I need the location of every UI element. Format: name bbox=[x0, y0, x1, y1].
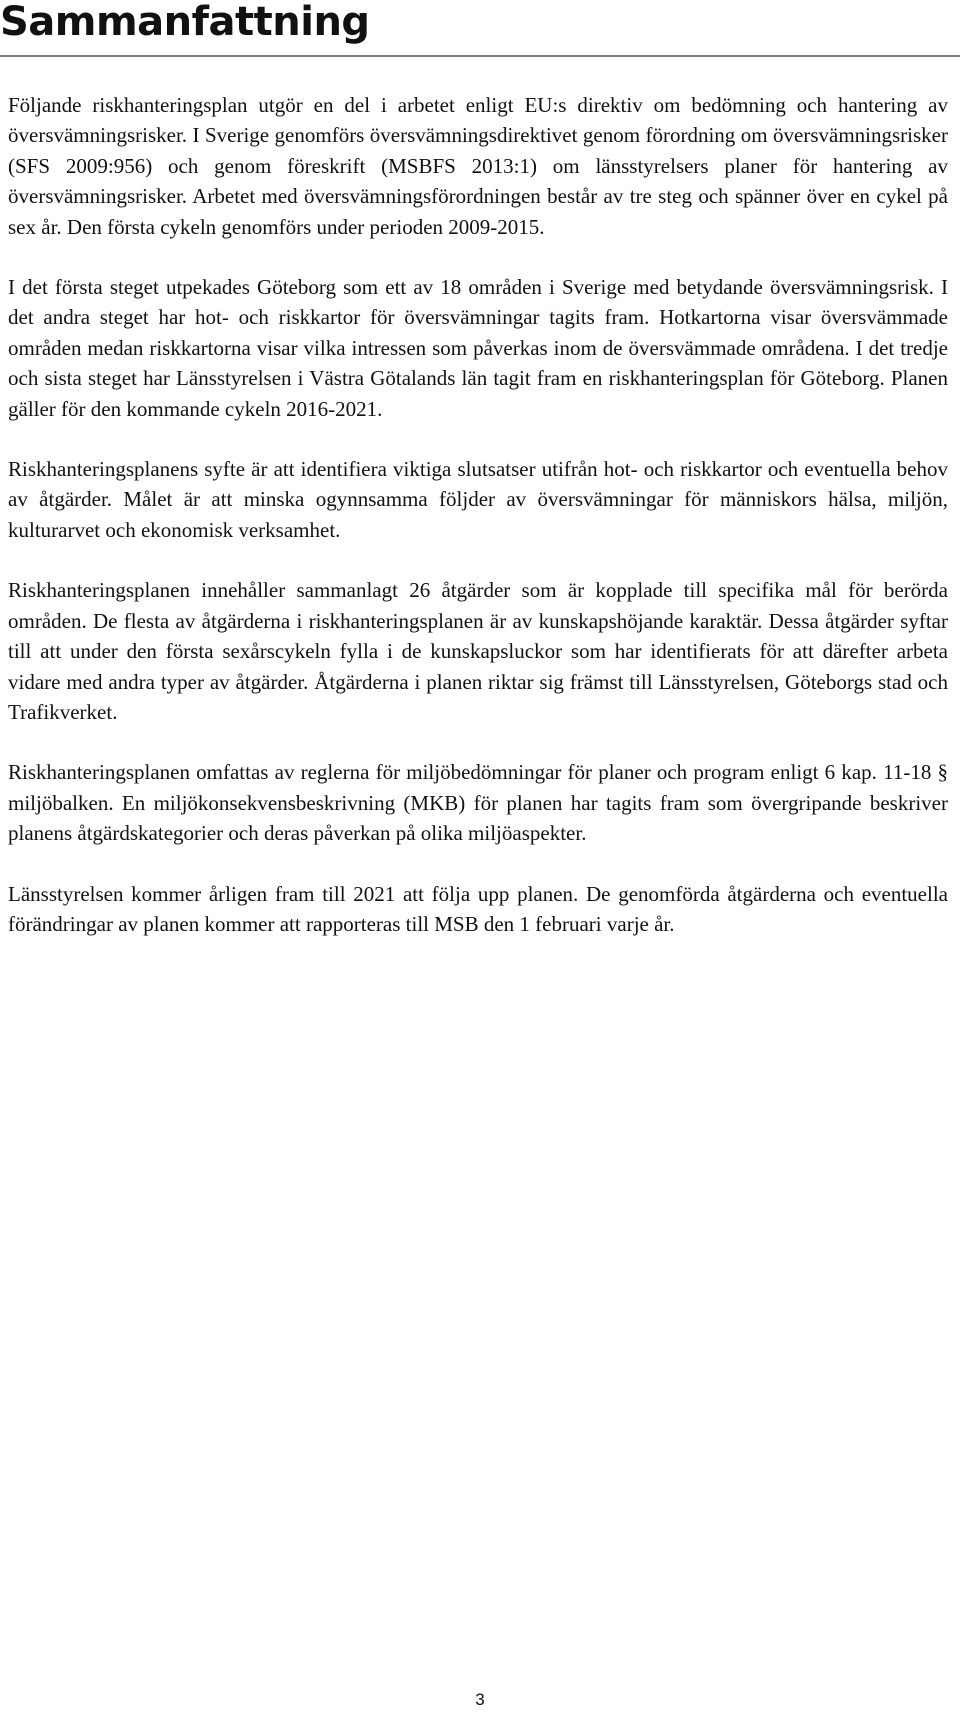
paragraph-1: Följande riskhanteringsplan utgör en del i arbetet enligt EU:s direktiv om bedömning och hantering av översvämningsrisker. I Sverige genomförs översvämningsdirektivet genom förordning om översvämningsrisker (SFS 2009:956) och genom föreskrift (MSBFS 2013:1) om länsstyrelsers planer för hantering av översvämningsrisker. Arbetet med översvämningsförordningen består av tre steg och spänner över en cykel på sex år. Den första cykeln genomförs under perioden 2009-2015. bbox=[8, 93, 948, 239]
paragraph-2: I det första steget utpekades Göteborg som ett av 18 områden i Sverige med betydande översvämningsrisk. I det andra steget har hot- och riskkartor för översvämningar tagits fram. Hotkartorna visar översvämmade områden medan riskkartorna visar vilka intressen som påverkas inom de översvämmade områdena. I det tredje och sista steget har Länsstyrelsen i Västra Götalands län tagit fram en riskhanteringsplan för Göteborg. Planen gäller för den kommande cykeln 2016-2021. bbox=[8, 275, 948, 421]
title-divider bbox=[0, 55, 960, 57]
paragraph-5: Riskhanteringsplanen omfattas av reglerna för miljöbedömningar för planer och program enligt 6 kap. 11-18 § miljöbalken. En miljökonsekvensbeskrivning (MKB) för planen har tagits fram som övergripande beskriver planens åtgärdskategorier och deras påverkan på olika miljöaspekter. bbox=[8, 760, 948, 846]
page-number: 3 bbox=[475, 1690, 485, 1709]
page-title: Sammanfattning bbox=[0, 0, 370, 45]
paragraph-4: Riskhanteringsplanen innehåller sammanlagt 26 åtgärder som är kopplade till specifika mål för berörda områden. De flesta av åtgärderna i riskhanteringsplanen är av kunskapshöjande karaktär. Dessa åtgärder syftar till att under den första sexårscykeln fylla i de kunskapsluckor som har identifierats för att därefter arbeta vidare med andra typer av åtgärder. Åtgärderna i planen riktar sig främst till Länsstyrelsen, Göteborgs stad och Trafikverket. bbox=[8, 578, 948, 724]
paragraph-3: Riskhanteringsplanens syfte är att identifiera viktiga slutsatser utifrån hot- och riskkartor och eventuella behov av åtgärder. Målet är att minska ogynnsamma följder av översvämningar för människors hälsa, miljön, kulturarvet och ekonomisk verksamhet. bbox=[8, 457, 948, 542]
document-body bbox=[8, 90, 948, 969]
paragraph-6: Länsstyrelsen kommer årligen fram till 2021 att följa upp planen. De genomförda åtgärderna och eventuella förändringar av planen kommer att rapporteras till MSB den 1 februari varje år. bbox=[8, 881, 948, 936]
